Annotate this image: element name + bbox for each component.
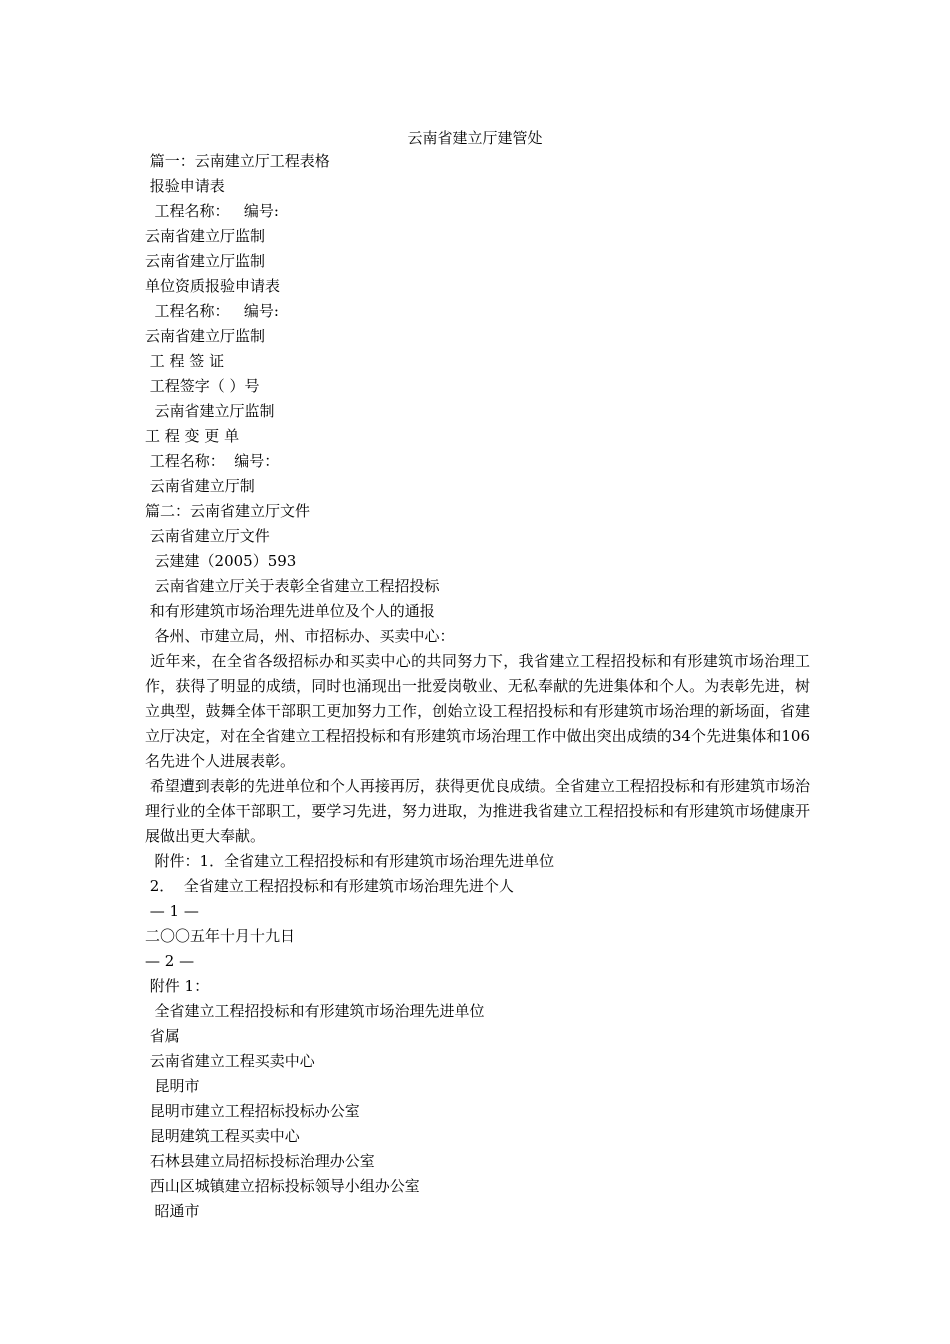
doc-line: 篇一：云南建立厅工程表格	[145, 152, 330, 170]
doc-line: 报验申请表	[145, 177, 225, 195]
doc-line: 石林县建立局招标投标治理办公室	[145, 1152, 375, 1170]
doc-line: 西山区城镇建立招标投标领导小组办公室	[145, 1177, 420, 1195]
doc-line: 云南省建立厅关于表彰全省建立工程招投标	[145, 577, 440, 595]
doc-line: 云南省建立厅监制	[145, 327, 266, 345]
doc-line: 篇二：云南省建立厅文件	[145, 502, 311, 520]
doc-line: 省属	[145, 1027, 180, 1045]
doc-line: 全省建立工程招投标和有形建筑市场治理先进单位	[145, 1002, 485, 1020]
doc-line: 昆明市建立工程招标投标办公室	[145, 1102, 360, 1120]
doc-line: 附件：1．全省建立工程招投标和有形建筑市场治理先进单位	[145, 852, 555, 870]
doc-line: 工程名称： 编号：	[145, 452, 280, 470]
page-number: — 1 —	[145, 902, 199, 920]
doc-line: 各州、市建立局，州、市招标办、买卖中心：	[145, 627, 455, 645]
doc-line: 昆明市	[145, 1077, 200, 1095]
doc-line: 工程签字（ ）号	[145, 377, 260, 395]
doc-line: 工 程 变 更 单	[145, 427, 240, 445]
doc-line: 工程名称： 编号:	[145, 302, 279, 320]
document-body	[145, 149, 810, 1224]
doc-line: 工程名称： 编号:	[145, 202, 279, 220]
doc-line: 云南省建立厅监制	[145, 252, 266, 270]
date-line: 二〇〇五年十月十九日	[145, 927, 296, 945]
doc-line: 昭通市	[145, 1202, 200, 1220]
doc-line: 和有形建筑市场治理先进单位及个人的通报	[145, 602, 435, 620]
doc-line: 2． 全省建立工程招投标和有形建筑市场治理先进个人	[145, 877, 514, 895]
doc-line: 云南省建立厅监制	[145, 402, 275, 420]
doc-line: 昆明建筑工程买卖中心	[145, 1127, 300, 1145]
doc-line: 云南省建立工程买卖中心	[145, 1052, 315, 1070]
body-paragraph: 希望遭到表彰的先进单位和个人再接再厉，获得更优良成绩。全省建立工程招投标和有形建筑市场治理行业的全体干部职工，要学习先进，努力进取，为推进我省建立工程招投标和有形建筑市场健康开展做出更大奉献。	[145, 777, 810, 845]
body-paragraph: 近年来，在全省各级招标办和买卖中心的共同努力下，我省建立工程招投标和有形建筑市场治理工作，获得了明显的成绩，同时也涌现出一批爱岗敬业、无私奉献的先进集体和个人。为表彰先进，树立典型，鼓舞全体干部职工更加努力工作，创始立设工程招投标和有形建筑市场治理的新场面，省建立厅决定，对在全省建立工程招投标和有形建筑市场治理工作中做出突出成绩的34个先进集体和106名先进个人进展表彰。	[145, 652, 810, 770]
doc-line: 工 程 签 证	[145, 352, 225, 370]
doc-line: 云南省建立厅监制	[145, 227, 266, 245]
doc-line: 云南省建立厅制	[145, 477, 255, 495]
page-number: — 2 —	[145, 952, 195, 970]
doc-line: 云南省建立厅文件	[145, 527, 270, 545]
doc-line: 附件 1：	[145, 977, 210, 995]
doc-line: 单位资质报验申请表	[145, 277, 281, 295]
document-title: 云南省建立厅建管处	[407, 129, 543, 147]
doc-line: 云建建（2005）593	[145, 552, 297, 570]
